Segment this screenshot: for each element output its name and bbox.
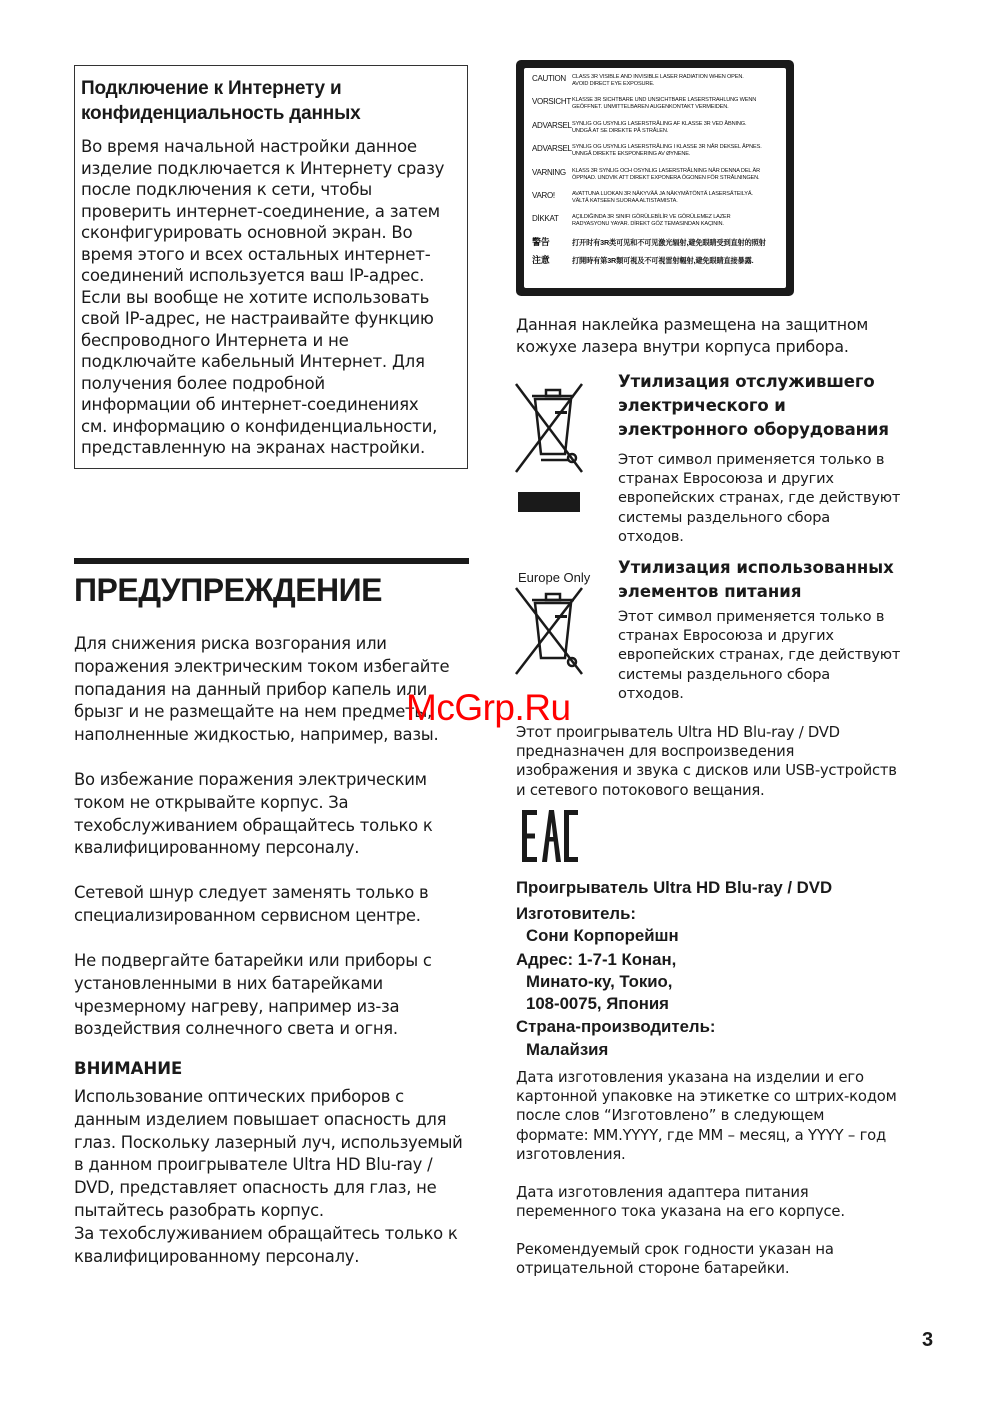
laser-row-word: 警告 [532,236,550,247]
laser-row-word: VARNING [532,167,566,177]
laser-row-text: 打开时有3R类可见和不可见激光辐射,避免眼睛受到直射的照射 [572,237,766,247]
laser-row [532,144,780,167]
laser-row-word: VORSICHT [532,97,571,107]
eac-mark-icon [522,810,578,862]
laser-row-text: CLASS 3R VISIBLE AND INVISIBLE LASER RADIATION WHEN OPEN. AVOID DIRECT EYE EXPOSURE. [572,74,744,87]
privacy-title: Подключение к Интернету и конфиденциальность данных [81,78,361,124]
europe-only-label: Europe Only [518,570,591,585]
manufacture-date-text: Дата изготовления указана на изделии и его картонной упаковке на этикетке со штрих-кодом после слов “Изготовлено” в следующем формате: MM.YYYY, где MM – месяц, а YYYY – год изготовления. [516,1069,897,1163]
laser-row [532,168,780,191]
laser-row-text: 打開時有第3R類可視及不可視雷射輻射,避免眼睛直接暴露. [572,255,754,265]
country-value: Малайзия [526,1040,609,1059]
laser-row-text: KLASSE 3R SICHTBARE UND UNSICHTBARE LASERSTRAHLUNG WENN GEÖFFNET. UNMITTELBAREN AUGENKONTAKT VERMEIDEN. [572,97,757,111]
player-description: Этот проигрыватель Ultra HD Blu-ray / DVD предназначен для воспроизведения изображения и звука с дисков или USB-устройств и сетевого потокового вещания. [516,724,897,799]
warning-paragraph-1: Для снижения риска возгорания или поражения электрическим током избегайте попадания на данный прибор капель или брызг и не размещайте на нем предметы, наполненные жидкостью, например, вазы. [74,634,450,745]
manufacturer-value: Сони Корпорейшн [526,926,679,945]
address-value: Минато-ку, Токио, 108-0075, Япония [526,972,673,1013]
battery-title: Утилизация использованных элементов питания [618,558,894,601]
warning-paragraph-3: Сетевой шнур следует заменять только в специализированном сервисном центре. [74,883,429,925]
country-label: Страна-производитель: [516,1017,716,1036]
warning-paragraph-4: Не подвергайте батарейки или приборы с установленными в них батарейками чрезмерному нагреву, например из-за воздействия солнечного света и огня. [74,951,432,1039]
watermark: McGrp.Ru [406,687,571,728]
adapter-date-text: Дата изготовления адаптера питания переменного тока указана на его корпусе. [516,1184,845,1221]
address-label: Адрес: 1-7-1 Конан, [516,950,677,969]
laser-row-word: VARO! [532,190,555,200]
battery-text: Этот символ применяется только в странах Евросоюза и других европейских странах, где действуют системы раздельного сбора отходов. [618,608,901,702]
battery-expiry-text: Рекомендуемый срок годности указан на отрицательной стороне батарейки. [516,1241,834,1278]
page-number: 3 [922,1329,934,1351]
product-name: Проигрыватель Ultra HD Blu-ray / DVD [516,878,833,897]
weee-text: Этот символ применяется только в странах Евросоюза и других европейских странах, где действуют системы раздельного сбора отходов. [618,451,901,545]
laser-row-text: SYNLIG OG USYNLIG LASERSTRÅLING AF KLASSE 3R VED ÅBNING. UNDGÅ AT SE DIREKTE PÅ STRÅLEN. [572,120,747,134]
privacy-text: Во время начальной настройки данное изделие подключается к Интернету сразу после подключения к сети, чтобы проверить интернет-соединение, а затем сконфигурировать основной экран. Во время этого и всех остальных интернет- соединений используется ваш IP-адрес. Если вы вообще не хотите использовать свой IP-адрес, не настраивайте функцию беспроводного Интернета и не подключайте кабельный Интернет. Для получения более подробной информации об интернет-соединениях см. информацию о конфиденциальности, представленную на экранах настройки. [81,137,445,457]
weee-title: Утилизация отслужившего электрического и электронного оборудования [618,372,889,439]
laser-row-word: ADVARSEL [532,144,572,154]
laser-row-text: AVATTUNA LUOKAN 3R NÄKYVÄÄ JA NÄKYMÄTÖNTÄ LASERSÄTEILYÄ. VÄLTÄ KATSEEN SUORAA ALTISTAMISTA. [572,190,753,204]
warning-paragraph-2: Во избежание поражения электрическим током не открывайте корпус. За техобслуживанием обращайтесь только к квалифицированному персоналу. [74,770,433,858]
laser-row [532,121,780,144]
laser-label-inner [524,68,786,288]
privacy-notice-box [74,65,468,469]
crossed-bin-icon [514,380,584,515]
laser-row-text: AÇILDIĞINDA 3R SINIFI GÖRÜLEBİLİR VE GÖRÜLEMEZ LAZER RADYASYONU YAYAR. DİREKT GÖZ TEMASINDAN KAÇININ. [572,214,731,228]
warning-heading: ПРЕДУПРЕЖДЕНИЕ [74,572,382,608]
laser-row [532,74,780,97]
laser-row [532,238,780,256]
laser-row-word: CAUTION [532,74,566,83]
laser-row [532,191,780,214]
laser-row-text: SYNLIG OG USYNLIG LASERSTRÅLING I KLASSE 3R NÅR DEKSEL ÅPNES. UNNGÅ DIREKTE EKSPONERING AV ØYNENE. [572,144,762,158]
laser-row-word: ADVARSEL [532,120,572,130]
laser-row-word: 注意 [532,254,550,265]
manufacturer-label: Изготовитель: [516,904,637,923]
laser-row [532,214,780,237]
laser-row [532,97,780,120]
section-divider [74,558,469,564]
laser-row-word: DİKKAT [532,214,559,224]
attention-heading: ВНИМАНИЕ [74,1059,183,1078]
laser-label-caption: Данная наклейка размещена на защитном кожухе лазера внутри корпуса прибора. [516,315,869,356]
laser-row-text: KLASS 3R SYNLIG OCH OSYNLIG LASERSTRÅLNING NÄR DENNA DEL ÄR ÖPPNAD. UNDVIK ATT DIREKT EXPONERA ÖGONEN FÖR STRÅLNINGEN. [572,167,761,181]
crossed-bin-icon [514,586,584,676]
attention-text: Использование оптических приборов с данным изделием повышает опасность для глаз. Поскольку лазерный луч, используемый в данном проигрывателе Ultra HD Blu-ray / DVD, представляет опасность для глаз, не пытайтесь разобрать корпус. За техобслуживанием обращайтесь только к квалифицированному персоналу. [74,1087,463,1266]
laser-row [532,256,780,274]
laser-warning-label [516,60,794,296]
